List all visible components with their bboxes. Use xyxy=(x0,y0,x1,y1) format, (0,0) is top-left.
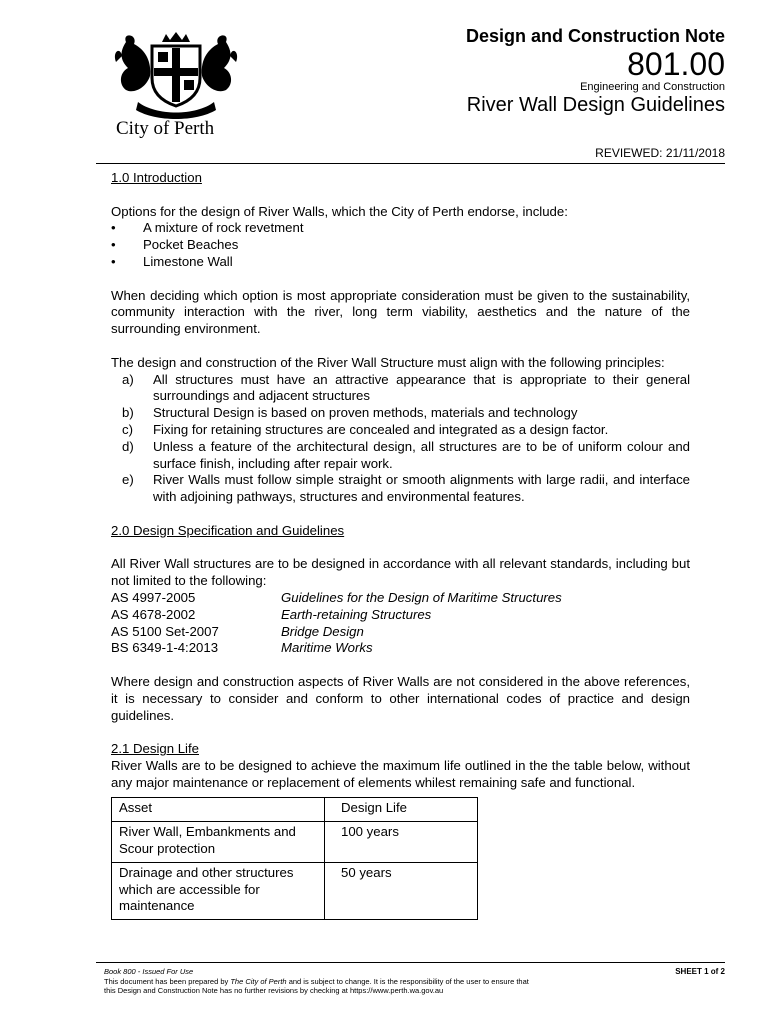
table-header-row xyxy=(112,798,478,822)
department-label: Engineering and Construction xyxy=(580,81,725,93)
standard-row: AS 4678-2002 Earth-retaining Structures xyxy=(111,606,432,622)
principle-item: a) All structures must have an attractive appearance that is appropriate to their general surroundings and adjacent structures xyxy=(122,371,690,404)
table-cell: 100 years xyxy=(325,822,478,863)
crest-icon xyxy=(112,32,240,122)
table-cell: River Wall, Embankments and Scour protection xyxy=(112,822,325,863)
section-heading-specification: 2.0 Design Specification and Guidelines xyxy=(111,522,345,538)
document-number: 801.00 xyxy=(627,46,725,82)
standard-row: BS 6349-1-4:2013 Maritime Works xyxy=(111,640,373,656)
standard-row: AS 5100 Set-2007 Bridge Design xyxy=(111,623,364,639)
document-body xyxy=(111,170,690,920)
footer-book: Book 800 - Issued For Use xyxy=(104,967,194,976)
standard-row: AS 4997-2005 Guidelines for the Design of Maritime Structures xyxy=(111,589,562,605)
table-header: Asset xyxy=(112,798,325,822)
table-row xyxy=(112,822,478,863)
header-divider xyxy=(96,163,725,164)
list-item: • A mixture of rock revetment xyxy=(111,220,304,236)
city-of-perth-wordmark: City of Perth xyxy=(116,118,215,139)
footer-disclaimer-line2: this Design and Construction Note has no further revisions by checking at https://www.perth.wa.gov.au xyxy=(104,986,444,995)
list-item: • Pocket Beaches xyxy=(111,237,239,253)
principle-item: c) Fixing for retaining structures are concealed and integrated as a design factor. xyxy=(122,421,609,437)
spec-lead: All River Wall structures are to be designed in accordance with all relevant standards, including but not limited to the following: xyxy=(111,556,690,589)
table-cell: Drainage and other structures which are accessible for maintenance xyxy=(112,862,325,919)
spec-paragraph: Where design and construction aspects of River Walls are not considered in the above references, it is necessary to consider and conform to other international codes of practice and design guidelines. xyxy=(111,673,690,723)
principle-item: b) Structural Design is based on proven methods, materials and technology xyxy=(122,405,578,421)
principle-item: d) Unless a feature of the architectural design, all structures are to be of uniform colour and surface finish, including after repair work. xyxy=(122,438,690,471)
section-heading-design-life: 2.1 Design Life xyxy=(111,741,199,757)
table-header: Design Life xyxy=(325,798,478,822)
table-cell: 50 years xyxy=(325,862,478,919)
footer-divider xyxy=(96,962,725,963)
document-name: River Wall Design Guidelines xyxy=(466,94,725,116)
principles-lead: The design and construction of the River Wall Structure must align with the following principles: xyxy=(111,354,665,370)
document-type-title: Design and Construction Note xyxy=(465,26,725,46)
section-heading-introduction: 1.0 Introduction xyxy=(111,170,202,185)
list-item: • Limestone Wall xyxy=(111,253,233,269)
table-row xyxy=(112,862,478,919)
design-life-paragraph: River Walls are to be designed to achieve the maximum life outlined in the the table below, without any major maintenance or replacement of elements whilest remaining safe and functional. xyxy=(111,757,690,790)
design-life-table xyxy=(111,797,478,920)
intro-paragraph: When deciding which option is most appropriate consideration must be given to the sustainability, community interaction with the river, long term viability, aesthetics and the nature of the surrounding environment. xyxy=(111,287,690,337)
sheet-number: SHEET 1 of 2 xyxy=(675,967,725,976)
reviewed-date: REVIEWED: 21/11/2018 xyxy=(595,146,725,160)
intro-lead: Options for the design of River Walls, which the City of Perth endorse, include: xyxy=(111,203,568,219)
principle-item: e) River Walls must follow simple straight or smooth alignments with large radii, and interface with adjoining pathways, structures and environmental features. xyxy=(122,472,690,505)
footer-disclaimer-line1: This document has been prepared by The City of Perth and is subject to change. It is the responsibility of the user to ensure that xyxy=(104,977,529,986)
